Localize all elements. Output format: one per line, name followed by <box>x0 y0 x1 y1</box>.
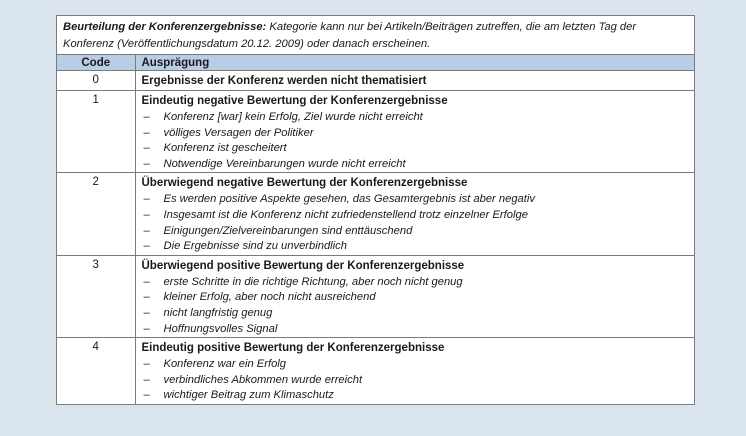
row-description <box>135 338 694 404</box>
example-item: – Hoffnungsvolles Signal <box>142 322 689 338</box>
table-row <box>57 91 694 173</box>
row-description <box>135 255 694 337</box>
row-description <box>135 173 694 255</box>
example-item: – Konferenz ist gescheitert <box>142 141 689 157</box>
row-description <box>135 71 694 91</box>
codebook-table <box>57 54 694 404</box>
codebook-frame <box>56 15 695 405</box>
intro-description: Kategorie kann nur bei Artikeln/Beiträgen zutreffen, die am letzten Tag der Konferenz (Veröffentlichungsdatum 20.12. 2009) oder danach erscheinen. <box>63 21 637 50</box>
example-item: – verbindliches Abkommen wurde erreicht <box>142 373 689 389</box>
code-column-header: Code <box>57 55 135 71</box>
table-body <box>57 71 694 404</box>
example-list <box>136 110 695 172</box>
example-item: – Es werden positive Aspekte gesehen, das Gesamtergebnis ist aber negativ <box>142 192 689 208</box>
row-title: Eindeutig negative Bewertung der Konferenzergebnisse <box>141 95 448 107</box>
example-item: – erste Schritte in die richtige Richtung, aber noch nicht genug <box>142 275 689 291</box>
row-code: 2 <box>57 173 135 255</box>
table-row <box>57 338 694 404</box>
example-list <box>136 192 695 254</box>
row-title: Ergebnisse der Konferenz werden nicht thematisiert <box>141 75 427 87</box>
table-row <box>57 255 694 337</box>
intro-label: Beurteilung der Konferenzergebnisse: <box>63 21 267 33</box>
row-code: 4 <box>57 338 135 404</box>
intro-text <box>57 16 694 54</box>
example-item: – Konferenz war ein Erfolg <box>142 357 689 373</box>
example-item: – Insgesamt ist die Konferenz nicht zufriedenstellend trotz einzelner Erfolge <box>142 208 689 224</box>
example-item: – nicht langfristig genug <box>142 306 689 322</box>
example-item: – Einigungen/Zielvereinbarungen sind enttäuschend <box>142 224 689 240</box>
row-description <box>135 91 694 173</box>
value-column-header: Ausprägung <box>135 55 694 71</box>
example-list <box>136 357 695 404</box>
table-row <box>57 71 694 91</box>
example-item: – Notwendige Vereinbarungen wurde nicht erreicht <box>142 157 689 173</box>
row-title: Überwiegend positive Bewertung der Konferenzergebnisse <box>141 259 465 272</box>
row-code: 0 <box>57 71 135 91</box>
row-code: 1 <box>57 91 135 173</box>
example-item: – Die Ergebnisse sind zu unverbindlich <box>142 239 689 255</box>
example-item: – völliges Versagen der Politiker <box>142 126 689 142</box>
example-list <box>136 275 695 337</box>
row-code: 3 <box>57 255 135 337</box>
table-row <box>57 173 694 255</box>
example-item: – wichtiger Beitrag zum Klimaschutz <box>142 388 689 404</box>
row-title: Überwiegend negative Bewertung der Konferenzergebnisse <box>141 177 468 190</box>
table-header-row <box>57 55 694 71</box>
example-item: – Konferenz [war] kein Erfolg, Ziel wurde nicht erreicht <box>142 110 689 126</box>
example-item: – kleiner Erfolg, aber noch nicht ausreichend <box>142 290 689 306</box>
row-title: Eindeutig positive Bewertung der Konferenzergebnisse <box>141 342 445 355</box>
